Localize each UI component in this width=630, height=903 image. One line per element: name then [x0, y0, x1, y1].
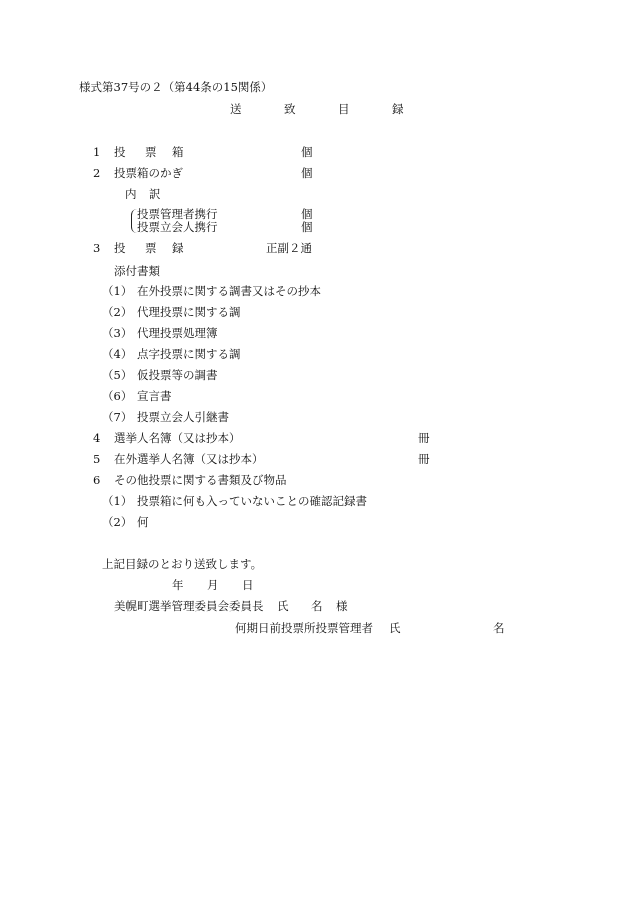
item-label: その他投票に関する書類及び物品	[114, 473, 287, 487]
item-label-char: 録	[172, 241, 184, 255]
title-char: 送	[230, 102, 242, 116]
sub-item-unit: 個	[301, 207, 313, 221]
attached-number: （2）	[102, 305, 133, 319]
attached-label: 在外投票に関する調書又はその抄本	[137, 284, 321, 298]
closing-statement: 上記目録のとおり送致します。	[102, 557, 263, 571]
item-unit: 個	[301, 166, 313, 180]
item-label-char: 投	[114, 241, 126, 255]
item-label: 在外選挙人名簿（又は抄本）	[114, 452, 264, 466]
item-unit: 個	[301, 145, 313, 159]
item-label-char: 投	[114, 145, 126, 159]
other-label: 何	[137, 515, 149, 529]
recipient-name-char: 名	[311, 599, 323, 613]
title-char: 録	[392, 102, 404, 116]
sub-item-unit: 個	[301, 220, 313, 234]
item-label-char: 票	[145, 241, 157, 255]
attached-number: （7）	[102, 410, 133, 424]
attached-label: 代理投票に関する調	[137, 305, 241, 319]
item-number: 6	[93, 473, 101, 487]
sub-item-label: 投票立会人携行	[137, 220, 218, 234]
item-label-char: 箱	[172, 145, 184, 159]
item-number: 4	[93, 431, 101, 445]
attached-number: （5）	[102, 368, 133, 382]
item-label: 投票箱のかぎ	[114, 166, 183, 180]
attached-label: 仮投票等の調書	[137, 368, 218, 382]
sender-title: 何期日前投票所投票管理者	[235, 621, 373, 635]
item-number: 3	[93, 241, 101, 255]
item-unit: 正副２通	[266, 241, 312, 255]
attached-number: （6）	[102, 389, 133, 403]
item-number: 5	[93, 452, 101, 466]
attached-label: 代理投票処理簿	[137, 326, 218, 340]
title-char: 目	[338, 102, 350, 116]
date-char: 月	[207, 578, 219, 592]
sender-name-char: 名	[493, 621, 505, 635]
recipient-title: 美幌町選挙管理委員会委員長	[114, 599, 264, 613]
item-unit: 冊	[418, 431, 430, 445]
attached-number: （3）	[102, 326, 133, 340]
item-unit: 冊	[418, 452, 430, 466]
date-char: 日	[242, 578, 254, 592]
other-label: 投票箱に何も入っていないことの確認記録書	[137, 494, 367, 508]
recipient-name-char: 氏	[277, 599, 289, 613]
breakdown-char: 訳	[149, 187, 161, 201]
date-char: 年	[172, 578, 184, 592]
recipient-name-char: 様	[336, 599, 348, 613]
attached-label: 投票立会人引継書	[137, 410, 229, 424]
item-number: 1	[93, 145, 101, 159]
attached-number: （4）	[102, 347, 133, 361]
item-label-char: 票	[145, 145, 157, 159]
attached-heading: 添付書類	[114, 264, 160, 278]
item-number: 2	[93, 166, 101, 180]
attached-label: 点字投票に関する調	[137, 347, 241, 361]
other-number: （2）	[102, 515, 133, 529]
breakdown-char: 内	[125, 187, 137, 201]
sender-name-char: 氏	[389, 621, 401, 635]
attached-label: 宣言書	[137, 389, 172, 403]
attached-number: （1）	[102, 284, 133, 298]
item-label: 選挙人名簿（又は抄本）	[114, 431, 241, 445]
title-char: 致	[284, 102, 296, 116]
sub-item-label: 投票管理者携行	[137, 207, 218, 221]
other-number: （1）	[102, 494, 133, 508]
form-number: 様式第37号の２（第44条の15関係）	[79, 80, 273, 94]
